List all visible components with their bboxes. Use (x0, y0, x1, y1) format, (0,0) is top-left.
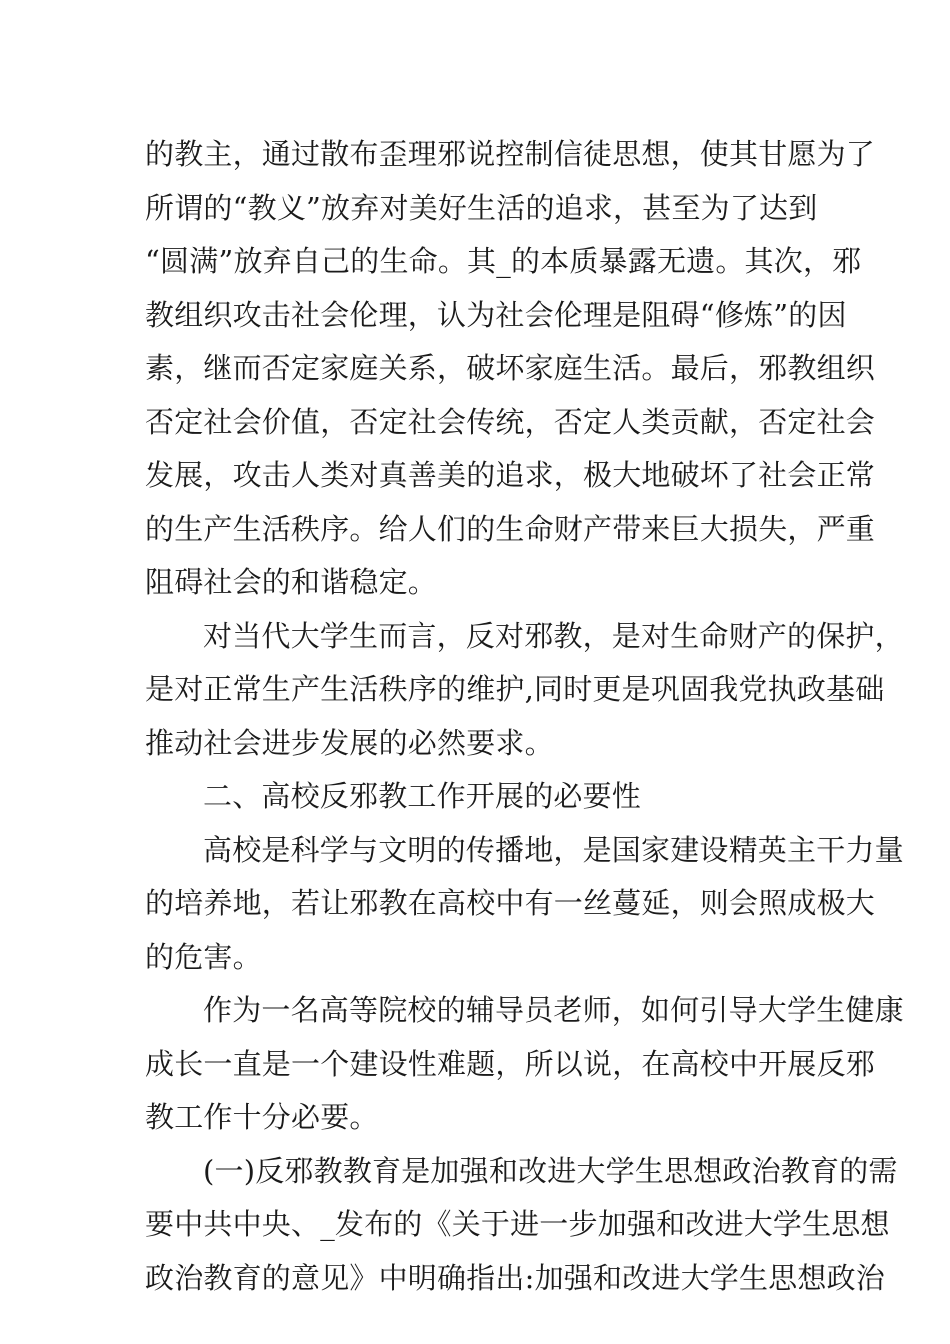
text-line: 素，继而否定家庭关系，破坏家庭生活。最后，邪教组织 (145, 351, 876, 385)
text-line: 作为一名高等院校的辅导员老师，如何引导大学生健康 (203, 993, 904, 1027)
text-line: 对当代大学生而言，反对邪教，是对生命财产的保护， (203, 618, 904, 653)
text-line: 所谓的“教义”放弃对美好生活的追求，甚至为了达到 (145, 190, 818, 225)
text-line: 是对正常生产生活秩序的维护,同时更是巩固我党执政基础 (145, 672, 885, 706)
text-line: 的培养地，若让邪教在高校中有一丝蔓延，则会照成极大 (145, 886, 876, 920)
text-line: 教工作十分必要。 (145, 1100, 379, 1134)
paragraph-5 (145, 1145, 898, 1306)
paragraph-3 (145, 824, 904, 985)
document-body (145, 128, 904, 1305)
text-line: 成长一直是一个建设性难题，所以说，在高校中开展反邪 (145, 1046, 876, 1081)
heading-line: 二、高校反邪教工作开展的必要性 (203, 779, 642, 813)
text-line: 高校是科学与文明的传播地，是国家建设精英主干力量 (203, 832, 904, 867)
text-line: 的危害。 (145, 939, 262, 974)
text-line: “圆满”放弃自己的生命。其_的本质暴露无遗。其次，邪 (145, 244, 862, 278)
section-heading (145, 770, 807, 824)
text-line: 的教主，通过散布歪理邪说控制信徒思想，使其甘愿为了 (145, 137, 876, 171)
text-line: 政治教育的意见》中明确指出:加强和改进大学生思想政治 (145, 1260, 885, 1295)
text-line: 的生产生活秩序。给人们的生命财产带来巨大损失，严重 (145, 511, 876, 546)
paragraph-2 (145, 610, 904, 771)
text-line: 要中共中央、_发布的《关于进一步加强和改进大学生思想 (145, 1207, 890, 1241)
text-line: 推动社会进步发展的必然要求。 (145, 725, 554, 760)
text-line: (一)反邪教教育是加强和改进大学生思想政治教育的需 (203, 1153, 898, 1188)
text-line: 否定社会价值，否定社会传统，否定人类贡献，否定社会 (145, 404, 876, 439)
text-line: 教组织攻击社会伦理，认为社会伦理是阻碍“修炼”的因 (145, 297, 847, 332)
paragraph-4 (145, 984, 904, 1145)
text-line: 阻碍社会的和谐稳定。 (145, 565, 438, 599)
paragraph-1 (145, 128, 876, 610)
text-line: 发展，攻击人类对真善美的追求，极大地破坏了社会正常 (145, 458, 876, 492)
